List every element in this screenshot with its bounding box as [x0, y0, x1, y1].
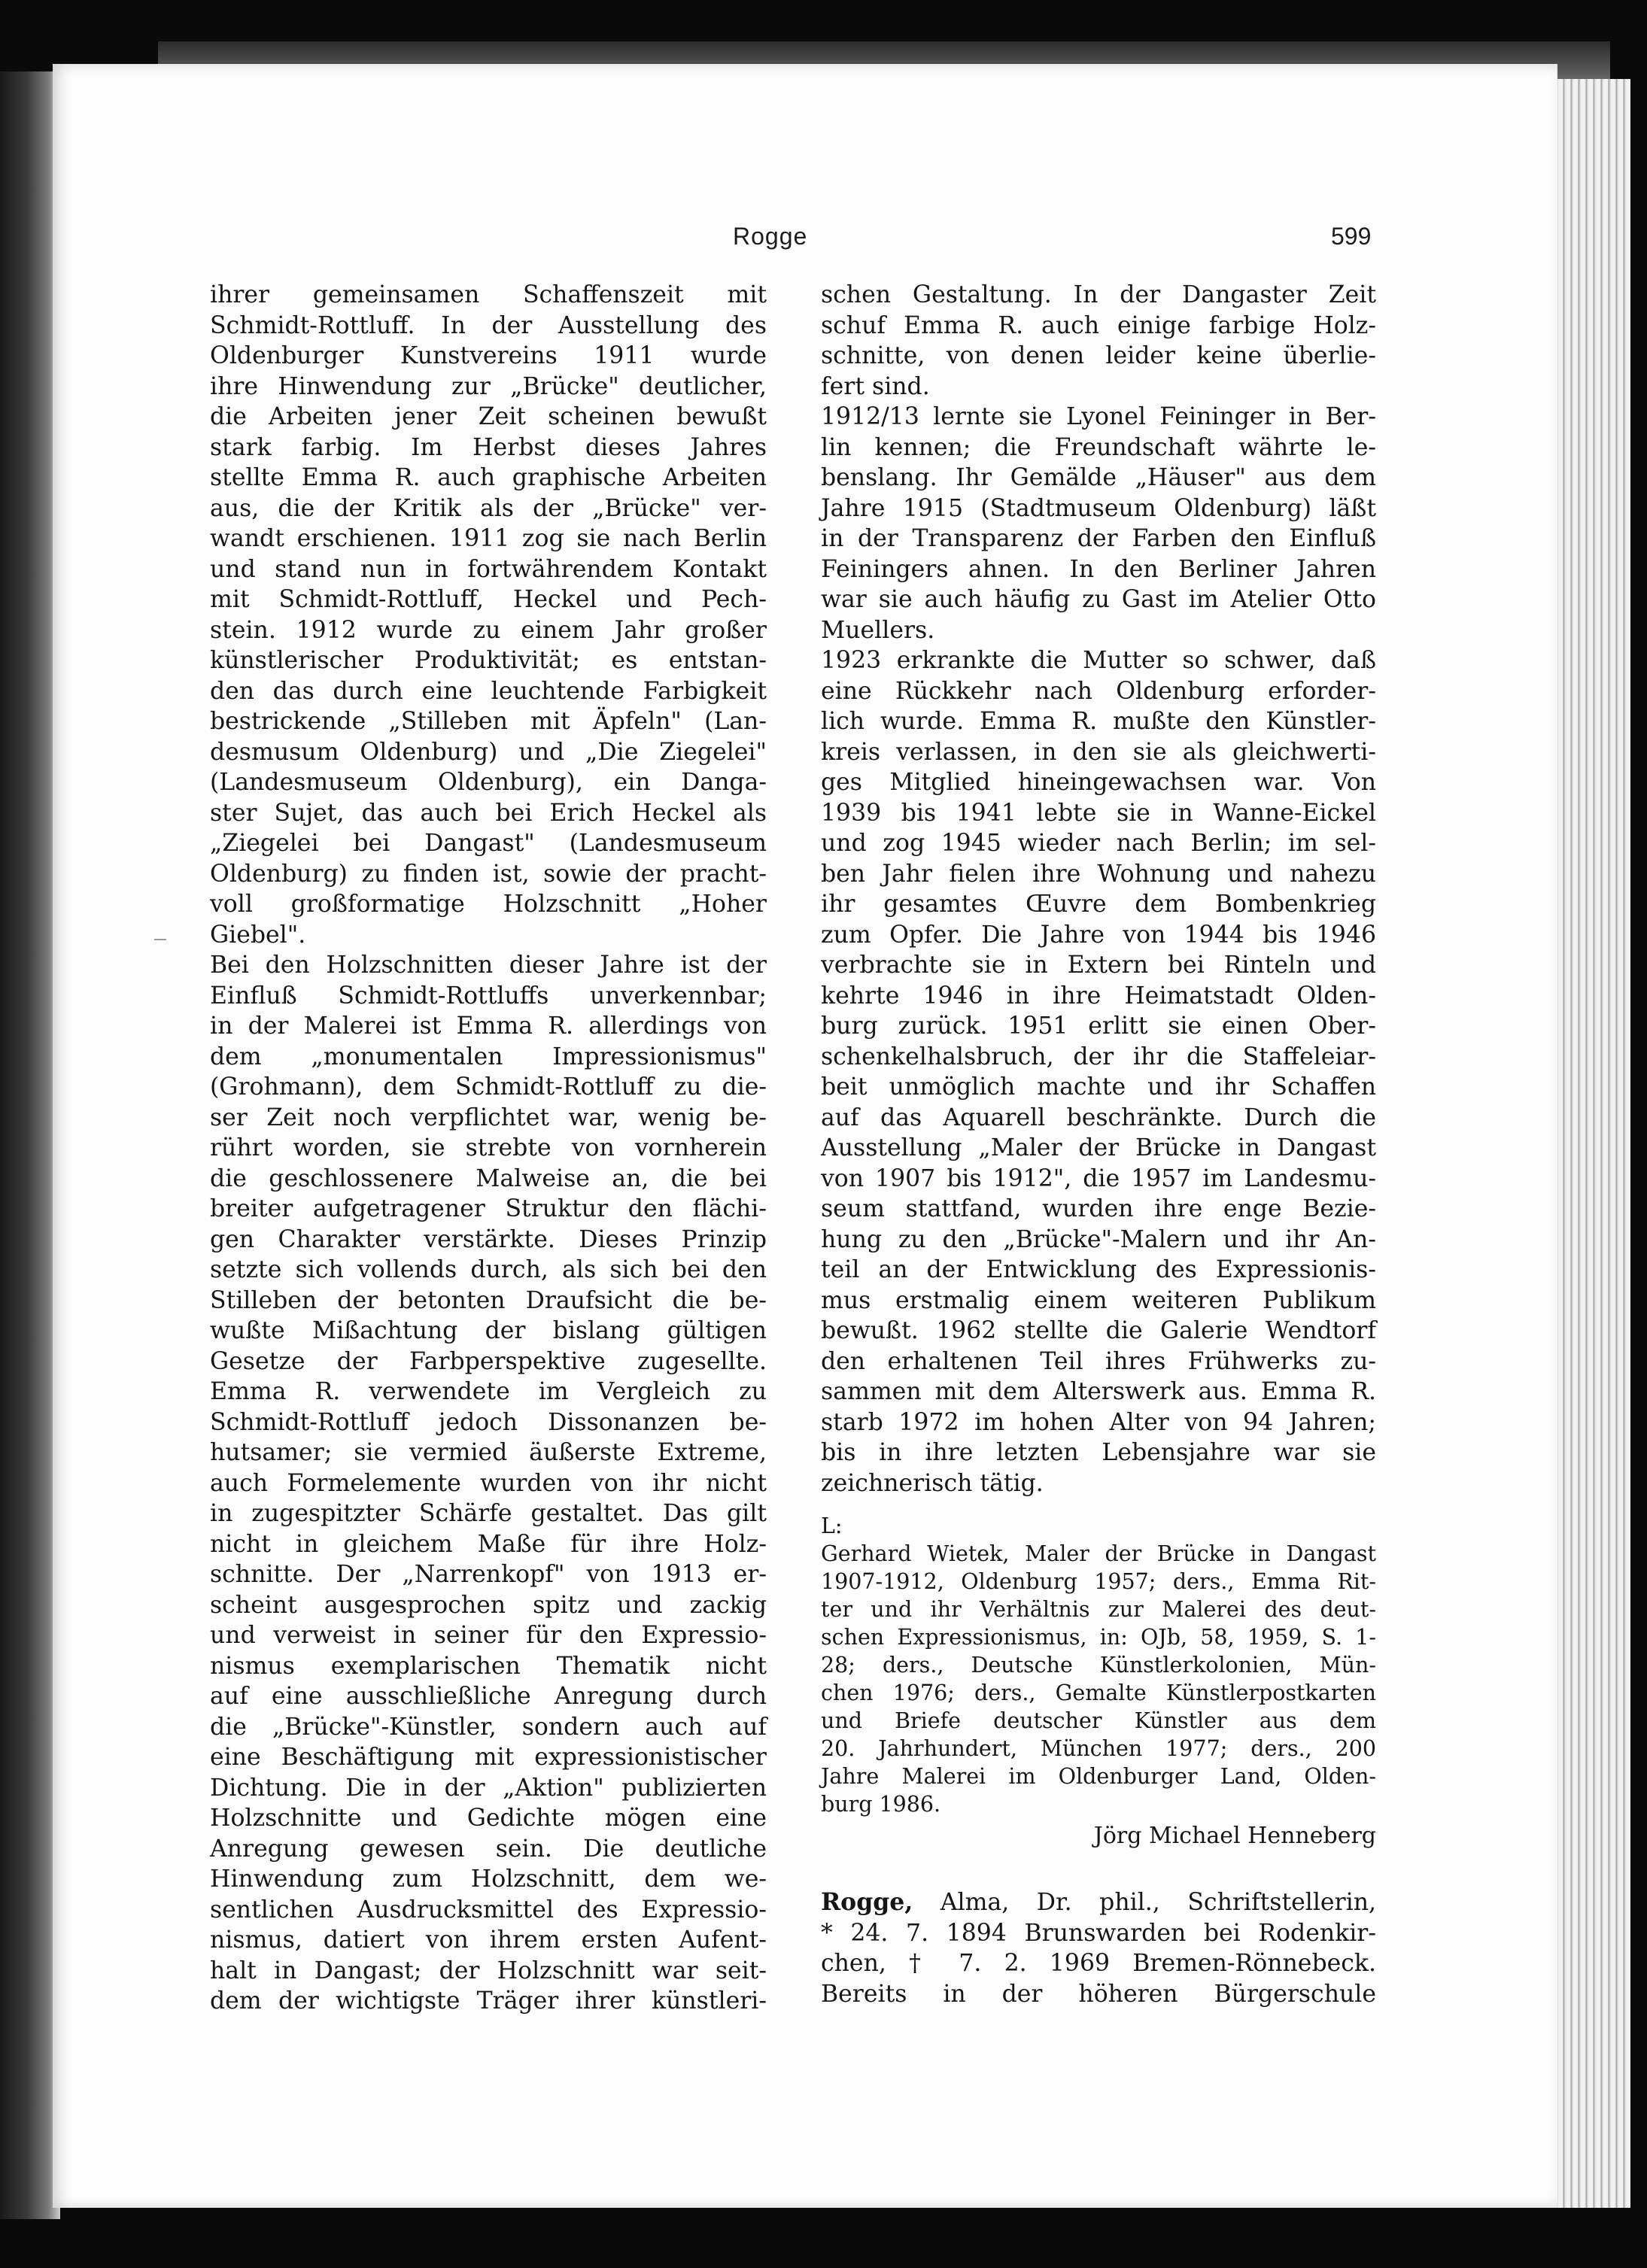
left-text-column [210, 280, 767, 2017]
left-line: dem der wichtigste Träger ihrer künstleri- [210, 1987, 767, 2014]
book-binding-shadow [0, 71, 60, 2219]
right-line: bewußt. 1962 stellte die Galerie Wendtorf [821, 1317, 1376, 1344]
literature-line: 28; ders., Deutsche Künstlerkolonien, Mün- [821, 1653, 1376, 1677]
left-line: wußte Mißachtung der bislang gültigen [210, 1317, 767, 1344]
left-line: Gesetze der Farbperspektive zugesellte. [210, 1347, 767, 1375]
left-line: bestrickende „Stilleben mit Äpfeln" (Lan- [210, 708, 767, 735]
right-line: zum Opfer. Die Jahre von 1944 bis 1946 [821, 921, 1376, 949]
right-line: kehrte 1946 in ihre Heimatstadt Olden- [821, 982, 1376, 1010]
right-text-column [821, 280, 1376, 2009]
right-line: auf das Aquarell beschränkte. Durch die [821, 1104, 1376, 1131]
left-line: wandt erschienen. 1911 zog sie nach Berlin [210, 525, 767, 552]
right-line: von 1907 bis 1912", die 1957 im Landesmu- [821, 1164, 1376, 1192]
left-line: auf eine ausschließliche Anregung durch [210, 1683, 767, 1710]
left-line: ster Sujet, das auch bei Erich Heckel als [210, 799, 767, 827]
left-line: scheint ausgesprochen spitz und zackig [210, 1591, 767, 1619]
left-line: dem „monumentalen Impressionismus" [210, 1043, 767, 1070]
right-line: schenkelhalsbruch, der ihr die Staffeleiar- [821, 1043, 1376, 1070]
right-line: verbrachte sie in Extern bei Rinteln und [821, 952, 1376, 979]
left-line: desmusum Oldenburg) und „Die Ziegelei" [210, 738, 767, 766]
left-line: sentlichen Ausdrucksmittel des Expressio- [210, 1896, 767, 1923]
right-line: 1912/13 lernte sie Lyonel Feininger in Ber- [821, 403, 1376, 430]
left-line: Einfluß Schmidt-Rottluffs unverkennbar; [210, 982, 767, 1010]
left-line: Holzschnitte und Gedichte mögen eine [210, 1805, 767, 1832]
left-line: die „Brücke"-Künstler, sondern auch auf [210, 1713, 767, 1741]
literature-list [821, 1540, 1376, 1818]
right-line: eine Rückkehr nach Oldenburg erforder- [821, 677, 1376, 705]
right-line: Muellers. [821, 616, 935, 644]
author-signature: Jörg Michael Henneberg [1093, 1823, 1376, 1849]
left-line: Oldenburg) zu finden ist, sowie der pracht- [210, 860, 767, 888]
left-line: in zugespitzter Schärfe gestaltet. Das gilt [210, 1500, 767, 1527]
right-line: fert sind. [821, 372, 930, 400]
left-line: aus, die der Kritik als der „Brücke" ver- [210, 494, 767, 522]
literature-line: chen 1976; ders., Gemalte Künstlerpostkarten [821, 1681, 1376, 1705]
literature-line: 1907-1912, Oldenburg 1957; ders., Emma Rit- [821, 1569, 1376, 1594]
left-line: künstlerischer Produktivität; es entstan- [210, 647, 767, 674]
left-line: Oldenburger Kunstvereins 1911 wurde [210, 342, 767, 369]
left-line: nismus, datiert von ihrem ersten Aufent- [210, 1926, 767, 1954]
right-line: starb 1972 im hohen Alter von 94 Jahren; [821, 1408, 1376, 1436]
right-line: zeichnerisch tätig. [821, 1469, 1044, 1497]
left-line: die geschlossenere Malweise an, die bei [210, 1164, 767, 1192]
left-line: ihrer gemeinsamen Schaffenszeit mit [210, 281, 767, 308]
entry-headword: Rogge, [821, 1888, 913, 1916]
entry-line [821, 1918, 1376, 1949]
margin-mark [154, 939, 166, 940]
left-line: stark farbig. Im Herbst dieses Jahres [210, 433, 767, 461]
left-line: mit Schmidt-Rottluff, Heckel und Pech- [210, 586, 767, 613]
right-line: ihr gesamtes Œuvre dem Bombenkrieg [821, 891, 1376, 918]
left-line: Stilleben der betonten Draufsicht die be- [210, 1286, 767, 1314]
literature-section [821, 1512, 1376, 1818]
literature-label: L: [821, 1514, 843, 1538]
right-line: und zog 1945 wieder nach Berlin; im sel- [821, 830, 1376, 857]
left-line: Schmidt-Rottluff jedoch Dissonanzen be- [210, 1408, 767, 1436]
left-line: und stand nun in fortwährendem Kontakt [210, 555, 767, 583]
literature-line: Gerhard Wietek, Maler der Brücke in Dangast [821, 1541, 1376, 1566]
running-header [0, 217, 1647, 254]
left-line: auch Formelemente wurden von ihr nicht [210, 1469, 767, 1497]
left-line: voll großformatige Holzschnitt „Hoher [210, 891, 767, 918]
entry-line-text: chen, † 7. 2. 1969 Bremen-Rönnebeck. [821, 1950, 1376, 1977]
right-line: bis in ihre letzten Lebensjahre war sie [821, 1439, 1376, 1466]
left-line: gen Charakter verstärkte. Dieses Prinzip [210, 1225, 767, 1253]
entry-line-text: Alma, Dr. phil., Schriftstellerin, [913, 1889, 1376, 1916]
left-line: „Ziegelei bei Dangast" (Landesmuseum [210, 830, 767, 857]
left-line: rührt worden, sie strebte von vornherein [210, 1134, 767, 1161]
left-line: stein. 1912 wurde zu einem Jahr großer [210, 616, 767, 644]
entry-line [821, 1887, 1376, 1918]
entry-line-text: Bereits in der höheren Bürgerschule [821, 1980, 1376, 2008]
literature-line: schen Expressionismus, in: OJb, 58, 1959, S. 1- [821, 1625, 1376, 1650]
next-entry [821, 1887, 1376, 2009]
left-line: nicht in gleichem Maße für ihre Holz- [210, 1530, 767, 1558]
right-line: mus erstmalig einem weiteren Publikum [821, 1286, 1376, 1314]
literature-line: und Briefe deutscher Künstler aus dem [821, 1708, 1376, 1733]
left-line: setzte sich vollends durch, als sich bei den [210, 1256, 767, 1283]
biography-text [821, 280, 1376, 1498]
right-line: lich wurde. Emma R. mußte den Künstler- [821, 708, 1376, 735]
left-line: die Arbeiten jener Zeit scheinen bewußt [210, 403, 767, 430]
left-line: und verweist in seiner für den Expressio- [210, 1622, 767, 1649]
left-line: eine Beschäftigung mit expressionistischer [210, 1744, 767, 1771]
right-line: sammen mit dem Alterswerk aus. Emma R. [821, 1378, 1376, 1405]
right-line: Ausstellung „Maler der Brücke in Dangast [821, 1134, 1376, 1161]
left-line: Hinwendung zum Holzschnitt, dem we- [210, 1866, 767, 1893]
right-line: Feiningers ahnen. In den Berliner Jahren [821, 555, 1376, 583]
right-line: schen Gestaltung. In der Dangaster Zeit [821, 281, 1376, 308]
left-line: Schmidt-Rottluff. In der Ausstellung des [210, 311, 767, 339]
right-line: den erhaltenen Teil ihres Frühwerks zu- [821, 1347, 1376, 1375]
entry-line-text: * 24. 7. 1894 Brunswarden bei Rodenkir- [821, 1919, 1376, 1947]
right-line: 1939 bis 1941 lebte sie in Wanne-Eickel [821, 799, 1376, 827]
right-line: ges Mitglied hineingewachsen war. Von [821, 769, 1376, 796]
left-line: stellte Emma R. auch graphische Arbeiten [210, 464, 767, 491]
left-line: nismus exemplarischen Thematik nicht [210, 1652, 767, 1680]
right-line: benslang. Ihr Gemälde „Häuser" aus dem [821, 464, 1376, 491]
right-line: schuf Emma R. auch einige farbige Holz- [821, 311, 1376, 339]
left-line: ser Zeit noch verpflichtet war, wenig be- [210, 1104, 767, 1131]
right-line: ben Jahr fielen ihre Wohnung und nahezu [821, 860, 1376, 888]
right-line: seum stattfand, wurden ihre enge Bezie- [821, 1195, 1376, 1222]
left-line: Bei den Holzschnitten dieser Jahre ist der [210, 952, 767, 979]
left-line: Anregung gewesen sein. Die deutliche [210, 1835, 767, 1863]
left-line: (Grohmann), dem Schmidt-Rottluff zu die- [210, 1073, 767, 1101]
left-line: Giebel". [210, 921, 306, 949]
running-title: Rogge [733, 223, 808, 250]
left-line: (Landesmuseum Oldenburg), ein Danga- [210, 769, 767, 796]
left-line: schnitte. Der „Narrenkopf" von 1913 er- [210, 1561, 767, 1588]
right-line: war sie auch häufig zu Gast im Atelier Otto [821, 586, 1376, 613]
right-line: schnitte, von denen leider keine überlie- [821, 342, 1376, 369]
entry-line [821, 1979, 1376, 2010]
literature-line: ter und ihr Verhältnis zur Malerei des deut- [821, 1597, 1376, 1622]
right-line: in der Transparenz der Farben den Einfluß [821, 525, 1376, 552]
entry-line [821, 1948, 1376, 1979]
right-line: beit unmöglich machte und ihr Schaffen [821, 1073, 1376, 1101]
literature-line: Jahre Malerei im Oldenburger Land, Olden- [821, 1764, 1376, 1789]
page-number: 599 [1331, 223, 1372, 250]
right-line: teil an der Entwicklung des Expressionis- [821, 1256, 1376, 1283]
literature-line: burg 1986. [821, 1792, 941, 1817]
right-line: 1923 erkrankte die Mutter so schwer, daß [821, 647, 1376, 674]
left-line: in der Malerei ist Emma R. allerdings von [210, 1013, 767, 1040]
right-line: kreis verlassen, in den sie als gleichwerti- [821, 738, 1376, 766]
left-line: Dichtung. Die in der „Aktion" publizierten [210, 1774, 767, 1802]
right-line: lin kennen; die Freundschaft währte le- [821, 433, 1376, 461]
left-line: halt in Dangast; der Holzschnitt war seit- [210, 1957, 767, 1984]
right-line: burg zurück. 1951 erlitt sie einen Ober- [821, 1013, 1376, 1040]
left-line: den das durch eine leuchtende Farbigkeit [210, 677, 767, 705]
left-line: hutsamer; sie vermied äußerste Extreme, [210, 1439, 767, 1466]
left-line: Emma R. verwendete im Vergleich zu [210, 1378, 767, 1405]
literature-line: 20. Jahrhundert, München 1977; ders., 200 [821, 1736, 1376, 1761]
left-line: ihre Hinwendung zur „Brücke" deutlicher, [210, 372, 767, 400]
left-line: breiter aufgetragener Struktur den flächi- [210, 1195, 767, 1222]
right-line: Jahre 1915 (Stadtmuseum Oldenburg) läßt [821, 494, 1376, 522]
right-line: hung zu den „Brücke"-Malern und ihr An- [821, 1225, 1376, 1253]
